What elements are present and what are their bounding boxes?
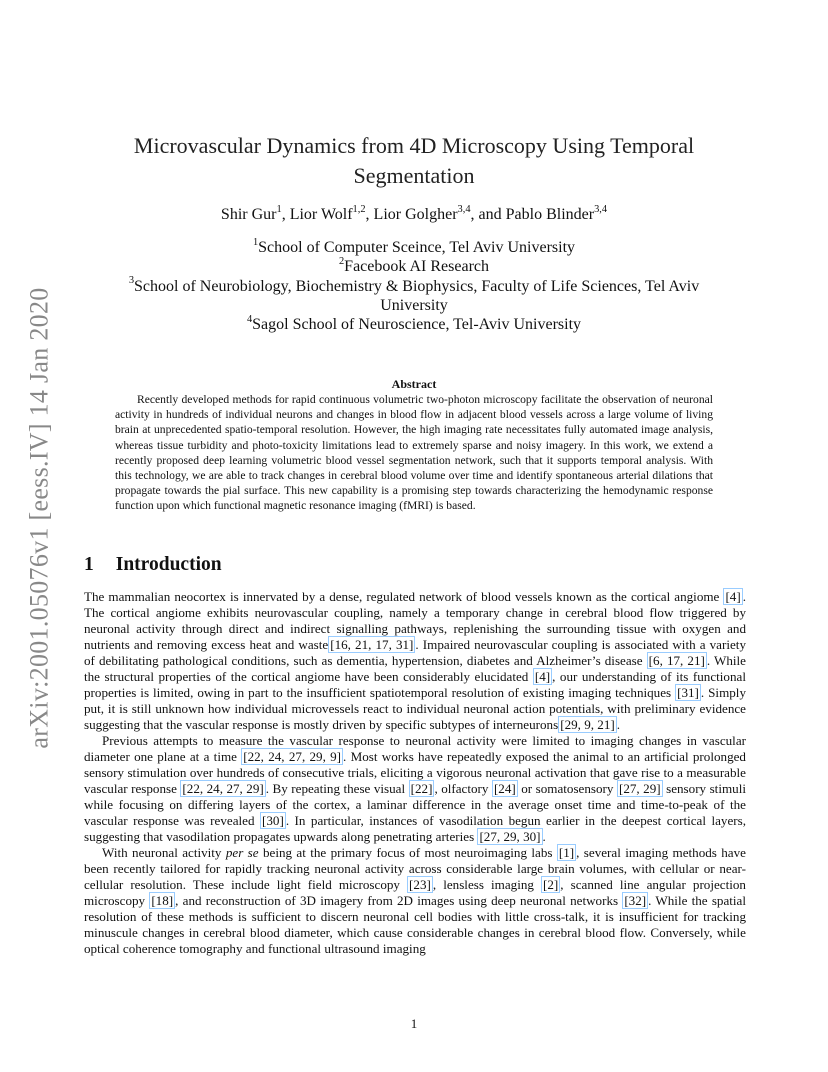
citation-link[interactable]: [30] — [261, 813, 284, 828]
citation-link[interactable]: [1] — [558, 845, 575, 860]
citation-link[interactable]: [4] — [725, 589, 741, 604]
author: Shir Gur$^1$ — [220, 203, 282, 223]
citation-link[interactable]: [27, 29] — [618, 781, 661, 796]
affiliation: $^2$Facebook AI Research — [338, 255, 490, 276]
author-list: Shir Gur$^1$, Lior Wolf$^{1,2}$, Lior Golgher$^{3,4}$, and Pablo Blinder$^{3,4}$ — [220, 203, 608, 223]
body-text — [84, 589, 746, 957]
section-title: Introduction — [115, 554, 222, 575]
section-heading — [84, 554, 222, 576]
page-number: 1 — [410, 1016, 418, 1031]
paper-title: Microvascular Dynamics from 4D Microscopy Using Temporal Segmentation — [133, 133, 695, 188]
emphasis: per se — [225, 845, 259, 860]
citation-link[interactable]: [31] — [677, 685, 699, 700]
author: Lior Wolf$^{1,2}$ — [289, 203, 366, 223]
author: Lior Golgher$^{3,4}$ — [373, 203, 471, 223]
paragraph: Previous attempts to measure the vascular response to neuronal activity were limited to imaging changes in vascular diameter one plane at a time [22, 24, 27, 29, 9] . Most works have repeatedly exposed the animal to an artificial prolonged sensory stimulation over hundreds of consecutive trials, eliciting a vigorous neuronal activation that gave rise to a measurable vascular response [22, 24, 27, 29] . By repeating these visual [22] , olfactory [24] or somatosensory [27, 29] sensory stimuli while focusing on differing layers of the cortex, a laminar difference in the average onset time and time-to-peak of the vascular response was revealed [30] . In particular, instances of vasodilation begun earlier in the deepest cortical layers, suggesting that vasodilation propagates upwards along penetrating arteries [27, 29, 30] . — [84, 733, 746, 844]
section-number: 1 — [84, 554, 94, 575]
citation-link[interactable]: [24] — [493, 781, 516, 796]
arxiv-identifier-text: arXiv:2001.05076v1 [eess.IV] 14 Jan 2020 — [25, 286, 54, 749]
citation-link[interactable]: [32] — [624, 893, 647, 908]
citation-link[interactable]: [22, 24, 27, 29, 9] — [243, 749, 342, 764]
citation-link[interactable]: [22, 24, 27, 29] — [182, 781, 264, 796]
citation-link[interactable]: [2] — [543, 877, 559, 892]
citation-link[interactable]: [4] — [534, 669, 551, 684]
affiliation-list — [100, 238, 728, 334]
citation-link[interactable]: [16, 21, 17, 31] — [330, 637, 414, 652]
citation-link[interactable]: [18] — [151, 893, 174, 908]
paragraph: With neuronal activity per se being at the primary focus of most neuroimaging labs [1] , several imaging methods have been recently tailored for rapidly tracking neuronal activity across considerable large brain volumes, with cellular or near-cellular resolution. These include light field microscopy [23] , lensless imaging [2] , scanned line angular projection microscopy [18] , and reconstruction of 3D imagery from 2D images using deep neuronal networks [32] . While the spatial resolution of these methods is sufficient to discern neuronal cell bodies with little cross-talk, it is insufficient for tracking minuscule changes in cerebral blood diameter, which cause considerable changes in cerebral blood flow. Conversely, while optical coherence tomography and functional ultrasound imaging — [84, 845, 746, 956]
citation-link[interactable]: [29, 9, 21] — [560, 717, 615, 732]
arxiv-identifier — [20, 286, 60, 749]
abstract-text: Recently developed methods for rapid continuous volumetric two-photon microscopy facilitate the observation of neuronal activity in hundreds of individual neurons and changes in blood flow in adjacent blood vessels across a large volume of living brain at unprecedented spatio-temporal resolution. However, the high imaging rate necessitates fully automated image analysis, whereas tissue turbidity and photo-toxicity limitations lead to extremely sparse and noisy imagery. In this work, we extend a recently proposed deep learning volumetric blood vessel segmentation network, such that it supports temporal analysis. With this technology, we are able to track changes in cerebral blood volume over time and identify spontaneous arterial dilations that propagate towards the pial surface. This new capability is a promising step towards characterizing the hemodynamic response function upon which functional magnetic resonance imaging (fMRI) is based. — [115, 393, 713, 513]
citation-link[interactable]: [27, 29, 30] — [479, 829, 541, 844]
citation-link[interactable]: [22] — [410, 781, 433, 796]
abstract-heading: Abstract — [391, 377, 437, 391]
citation-link[interactable]: [23] — [409, 877, 431, 892]
author: Pablo Blinder$^{3,4}$ — [505, 203, 608, 223]
citation-link[interactable]: [6, 17, 21] — [648, 653, 705, 668]
affiliation: $^1$School of Computer Sceince, Tel Aviv University — [252, 236, 576, 256]
affiliation: $^4$Sagol School of Neuroscience, Tel-Aviv University — [246, 313, 582, 334]
paragraph: The mammalian neocortex is innervated by a dense, regulated network of blood vessels known as the cortical angiome [4] . The cortical angiome exhibits neurovascular coupling, namely a temporary change in cerebral blood flow triggered by neuronal activity through direct and indirect signalling pathways, replenishing the surrounding tissue with oxygen and nutrients and removing excess heat and waste [16, 21, 17, 31] . Impaired neurovascular coupling is associated with a variety of debilitating pathological conditions, such as dementia, hypertension, diabetes and Alzheimer’s disease [6, 17, 21] . While the structural properties of the cortical angiome have been considerably elucidated [4] , our understanding of its functional properties is limited, owing in part to the insufficient spatiotemporal resolution of existing imaging techniques [31] . Simply put, it is still unknown how individual microvessels react to individual neuronal action potentials, with preliminary evidence suggesting that the vascular response is mostly driven by specific subtypes of interneurons [29, 9, 21] . — [84, 589, 746, 732]
affiliation: $^3$School of Neurobiology, Biochemistry & Biophysics, Faculty of Life Sciences, Tel Aviv University — [128, 275, 700, 314]
